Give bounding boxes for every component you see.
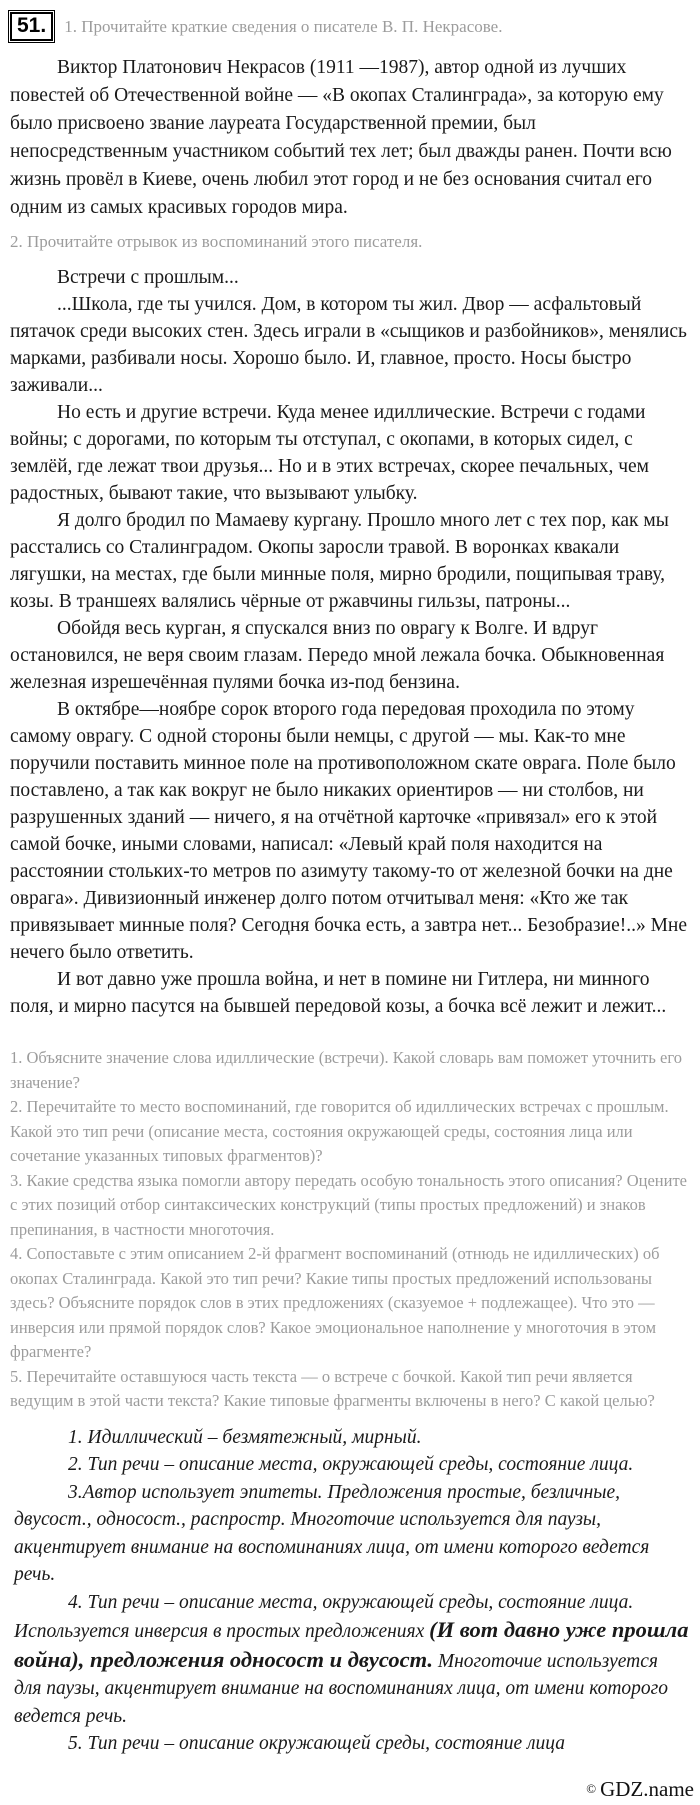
answer-item-4 — [14, 1589, 690, 1731]
answer-item-5: 5. Тип речи – описание окружающей среды, состояние лица — [68, 1733, 566, 1755]
memoir-paragraph: Я долго бродил по Мамаеву кургану. Прошло много лет с тех пор, как мы расстались со Сталинградом. Окопы заросли травой. В воронках квакали лягушки, на местах, где были минные поля, мирно бродили, пощипывая траву, козы. В траншеях валялись чёрные от ржавчины гильзы, патроны... — [10, 510, 669, 613]
memoir-paragraph: Но есть и другие встречи. Куда менее идиллические. Встречи с годами войны; с дорогами, по которым ты отступал, с окопами, в которых сидел, с землёй, где лежат твои друзья... Но и в этих встречах, скорее печальных, чем радостных, бывают такие, что вызывают улыбку. — [10, 402, 650, 505]
author-bio-paragraph: Виктор Платонович Некрасов (1911 —1987), автор одной из лучших повестей об Отечественной войне — «В окопах Сталинграда», за которую ему было присвоено звание лауреата Государственной премии, был непосредственным участником событий тех лет; был дважды ранен. Почти всю жизнь провёл в Киеве, очень любил этот город и не без основания считал его одним из самых красивых городов мира. — [10, 57, 672, 219]
task-2-label: 2. Прочитайте отрывок из воспоминаний этого писателя. — [10, 232, 423, 252]
memoir-text — [10, 264, 690, 1020]
task-1-label: 1. Прочитайте краткие сведения о писателе В. П. Некрасове. — [64, 17, 503, 36]
answer-item-3: 3.Автор использует эпитеты. Предложения простые, безличные, двусост., односост., распростр. Многоточие используется для паузы, акцентирует внимание на воспоминаниях лица, от имени которого ведется речь. — [14, 1481, 650, 1586]
answers-block — [10, 1424, 690, 1758]
memoir-paragraph: И вот давно уже прошла война, и нет в помине ни Гитлера, ни минного поля, и мирно пасутся на бывшей передовой козы, а бочка всё лежит и лежит... — [10, 969, 667, 1018]
memoir-title: Встречи с прошлым... — [57, 267, 239, 289]
memoir-paragraph: ...Школа, где ты учился. Дом, в котором ты жил. Двор — асфальтовый пятачок среди высоких стен. Здесь играли в «сыщиков и разбойников», менялись марками, разбивали носы. Хорошо было. И, главное, просто. Носы быстро заживали... — [10, 294, 687, 397]
questions-block — [10, 1046, 690, 1414]
answer-4-text-start: 4. Тип речи – описание места, окружающей среды, состояние лица. Используется инверсия в простых предложениях — [14, 1591, 634, 1643]
answer-4-emphasis: (И вот давно уже прошла война), предложения односост и двусост. — [14, 1617, 689, 1672]
answer-item-1: 1. Идиллический – безмятежный, мирный. — [68, 1426, 422, 1448]
watermark-site-name: GDZ.name — [600, 1777, 694, 1801]
question-item: 2. Перечитайте то место воспоминаний, где говорится об идиллических встречах с прошлым. Какой это тип речи (описание места, состояния окружающей среды, состояния лица или сочетание указанных типовых фрагментов)? — [10, 1097, 669, 1166]
memoir-paragraph: В октябре—ноябре сорок второго года передовая проходила по этому самому оврагу. С одной стороны были немцы, с другой — мы. Как-то мне поручили поставить минное поле на противоположном скате оврага. Поле было поставлено, а так как вокруг не было никаких ориентиров — ни столбов, ни разрушенных зданий — ничего, я на отчётной карточке «привязал» его к этой самой бочке, иными словами, написал: «Левый край поля находится на расстоянии стольких-то метров по азимуту такому-то от железной бочки на дне оврага». Дивизионный инженер долго потом отчитывал меня: «Кто же так привязывает минные поля? Сегодня бочка есть, а завтра нет... Безобразие!..» Мне нечего было ответить. — [10, 699, 688, 964]
answer-4-text-end: Многоточие используется для паузы, акцентирует внимание на воспоминаниях лица, от имени которого ведется речь. — [14, 1650, 669, 1727]
exercise-number: 51. — [10, 12, 53, 41]
watermark — [586, 1777, 694, 1802]
question-item: 3. Какие средства языка помогли автору передать особую тональность этого описания? Оцените с этих позиций отбор синтаксических конструкций (типы простых предложений) и знаков препинания, в частности многоточия. — [10, 1170, 687, 1239]
question-item: 4. Сопоставьте с этим описанием 2-й фрагмент воспоминаний (отнюдь не идиллических) об окопах Сталинграда. Какой это тип речи? Какие типы простых предложений использованы здесь? Объясните порядок слов в этих предложениях (сказуемое + подлежащее). Что это — инверсия или прямой порядок слов? Какое эмоциональное наполнение у многоточия в этом фрагменте? — [10, 1244, 660, 1362]
memoir-paragraph: Обойдя весь курган, я спускался вниз по оврагу к Волге. И вдруг остановился, не веря своим глазам. Передо мной лежала бочка. Обыкновенная железная изрешечённая пулями бочка из-под бензина. — [10, 618, 665, 694]
exercise-header — [10, 12, 690, 41]
answer-item-2: 2. Тип речи – описание места, окружающей среды, состояние лица. — [68, 1454, 634, 1476]
question-item: 5. Перечитайте оставшуюся часть текста — о встрече с бочкой. Какой тип речи является ведущим в этой части текста? Какие типовые фрагменты включены в него? С какой целью? — [10, 1366, 655, 1411]
copyright-icon: © — [586, 1781, 597, 1796]
question-item: 1. Объясните значение слова идиллические (встречи). Какой словарь вам поможет уточнить его значение? — [10, 1048, 682, 1092]
